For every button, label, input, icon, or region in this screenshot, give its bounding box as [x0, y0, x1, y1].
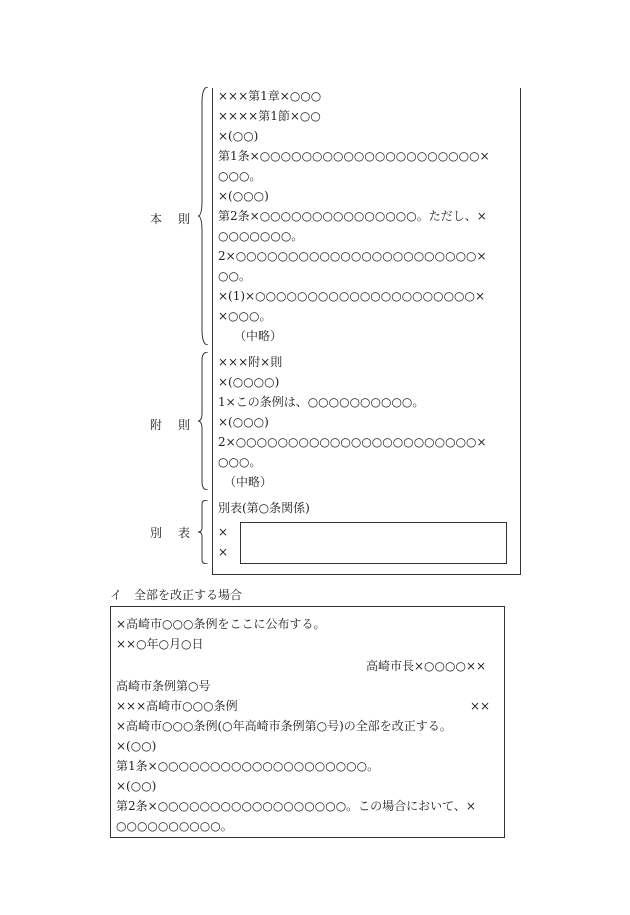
fusoku-line: 1×この条例は、○○○○○○○○○○。 [218, 395, 425, 409]
honsoku-line: ○○○。 [218, 169, 262, 183]
honsoku-line: ××××第1節×○○ [218, 109, 321, 123]
promulgation-date: ××○年○月○日 [116, 637, 204, 651]
section-label-honsoku: 本則 [150, 212, 207, 226]
honsoku-line: ×○○○。 [218, 309, 272, 323]
section-label-beppyo: 別表 [150, 526, 207, 540]
body-line: 第1条×○○○○○○○○○○○○○○○○○○○○。 [116, 759, 380, 773]
section-heading: イ 全部を改正する場合 [110, 588, 243, 602]
ordinance-number: 高崎市条例第○号 [116, 679, 211, 693]
brace-fusoku [196, 352, 212, 490]
mayor-signature-line: 高崎市長×○○○○×× [366, 659, 487, 673]
beppyo-table-box [240, 522, 507, 564]
brace-beppyo [196, 500, 212, 564]
honsoku-line: ×(○○) [218, 129, 259, 143]
honsoku-line: 第1条×○○○○○○○○○○○○○○○○○○○○○× [218, 149, 490, 163]
honsoku-line: ○○○○○○○。 [218, 229, 304, 243]
honsoku-line: 2×○○○○○○○○○○○○○○○○○○○○○○○× [218, 249, 487, 263]
honsoku-chuuryaku: （中略） [234, 329, 283, 343]
fusoku-line: ○○○。 [218, 455, 262, 469]
fusoku-line: ×(○○○) [218, 415, 269, 429]
section-label-fusoku: 附則 [150, 418, 207, 432]
fusoku-line: ×××附×則 [218, 355, 283, 369]
fusoku-line: 2×○○○○○○○○○○○○○○○○○○○○○○○× [218, 435, 487, 449]
body-line: 第2条×○○○○○○○○○○○○○○○○○○。この場合において、× [116, 799, 476, 813]
beppyo-marker: × [218, 525, 229, 539]
honsoku-line: ×(1)×○○○○○○○○○○○○○○○○○○○○○× [218, 289, 486, 303]
ordinance-title-suffix: ×× [470, 699, 491, 713]
body-line: ○○○○○○○○○○。 [116, 819, 233, 833]
fusoku-chuuryaku: （中略） [224, 475, 273, 489]
promulgation-text: ×高崎市○○○条例をここに公布する。 [116, 617, 326, 631]
body-line: ×(○○) [116, 779, 157, 793]
ordinance-title: ×××高崎市○○○条例 [116, 699, 238, 713]
beppyo-marker: × [218, 545, 229, 559]
body-line: ×(○○) [116, 739, 157, 753]
honsoku-line: 第2条×○○○○○○○○○○○○○○○。ただし、× [218, 209, 487, 223]
beppyo-title: 別表(第○条関係) [218, 501, 310, 515]
body-line: ×高崎市○○○条例(○年高崎市条例第○号)の全部を改正する。 [116, 719, 452, 733]
honsoku-line: ○○。 [218, 269, 251, 283]
brace-honsoku [196, 87, 212, 345]
honsoku-line: ×××第1章×○○○ [218, 89, 322, 103]
honsoku-line: ×(○○○) [218, 189, 269, 203]
fusoku-line: ×(○○○○) [218, 375, 280, 389]
